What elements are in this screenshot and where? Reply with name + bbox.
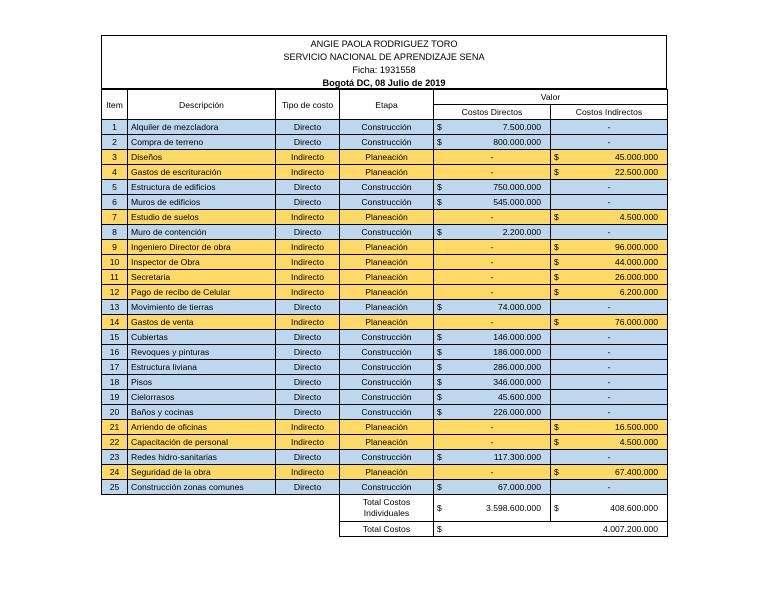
item-description: Redes hidro-sanitarias — [128, 450, 276, 465]
item-number: 11 — [102, 270, 128, 285]
cost-type: Indirecto — [276, 165, 340, 180]
item-description: Arriendo de oficinas — [128, 420, 276, 435]
item-description: Construcción zonas comunes — [128, 480, 276, 495]
currency-symbol: $ — [437, 227, 442, 237]
table-row — [102, 285, 668, 300]
cost-indirecto-cell — [551, 390, 668, 405]
cost-indirecto-value: 44.000.000 — [614, 257, 658, 267]
cost-type: Indirecto — [276, 255, 340, 270]
empty-dash: - — [490, 152, 494, 162]
total-individuales-label: Total Costos Individuales — [340, 495, 434, 522]
empty-dash: - — [607, 197, 611, 207]
cost-directo-cell — [434, 435, 551, 450]
stage: Planeación — [340, 150, 434, 165]
cost-indirecto-value: 45.000.000 — [614, 152, 658, 162]
cost-indirecto-cell — [551, 240, 668, 255]
cost-directo-value: 74.000.000 — [497, 302, 541, 312]
currency-symbol: $ — [437, 392, 442, 402]
table-row — [102, 240, 668, 255]
empty-dash: - — [607, 482, 611, 492]
currency-symbol: $ — [554, 467, 559, 477]
empty-dash: - — [607, 452, 611, 462]
cost-type: Directo — [276, 330, 340, 345]
item-number: 13 — [102, 300, 128, 315]
cost-indirecto-cell — [551, 225, 668, 240]
currency-symbol: $ — [437, 377, 442, 387]
item-description: Gastos de venta — [128, 315, 276, 330]
cost-indirecto-cell — [551, 465, 668, 480]
cost-indirecto-value: 4.500.000 — [619, 437, 658, 447]
cost-directo-cell — [434, 135, 551, 150]
cost-indirecto-value: 22.500.000 — [614, 167, 658, 177]
cost-indirecto-cell — [551, 360, 668, 375]
currency-symbol: $ — [554, 167, 559, 177]
item-number: 24 — [102, 465, 128, 480]
cost-directo-cell — [434, 330, 551, 345]
item-number: 9 — [102, 240, 128, 255]
table-row — [102, 480, 668, 495]
currency-symbol: $ — [554, 257, 559, 267]
cost-type: Indirecto — [276, 150, 340, 165]
item-number: 20 — [102, 405, 128, 420]
cost-directo-value: 146.000.000 — [493, 332, 541, 342]
empty-dash: - — [490, 167, 494, 177]
cost-indirecto-cell — [551, 120, 668, 135]
cost-type: Directo — [276, 180, 340, 195]
empty-dash: - — [607, 347, 611, 357]
cost-indirecto-cell — [551, 165, 668, 180]
empty-dash: - — [490, 467, 494, 477]
item-number: 14 — [102, 315, 128, 330]
cost-indirecto-value: 4.500.000 — [619, 212, 658, 222]
cost-type: Directo — [276, 135, 340, 150]
stage: Construcción — [340, 330, 434, 345]
total-costos-label: Total Costos — [340, 522, 434, 537]
table-row — [102, 180, 668, 195]
cost-type: Indirecto — [276, 315, 340, 330]
cost-directo-value: 800.000.000 — [493, 137, 541, 147]
table-row — [102, 405, 668, 420]
cost-indirecto-cell — [551, 345, 668, 360]
item-number: 1 — [102, 120, 128, 135]
cost-indirecto-cell — [551, 180, 668, 195]
table-row — [102, 420, 668, 435]
stage: Planeación — [340, 255, 434, 270]
cost-directo-value: 186.000.000 — [493, 347, 541, 357]
item-number: 12 — [102, 285, 128, 300]
cost-directo-cell — [434, 195, 551, 210]
stage: Construcción — [340, 180, 434, 195]
cost-indirecto-cell — [551, 195, 668, 210]
stage: Construcción — [340, 405, 434, 420]
cost-directo-cell — [434, 300, 551, 315]
item-description: Cielorrasos — [128, 390, 276, 405]
stage: Planeación — [340, 285, 434, 300]
cost-indirecto-cell — [551, 255, 668, 270]
empty-dash: - — [607, 407, 611, 417]
currency-symbol: $ — [554, 422, 559, 432]
total-indirectos-cell — [551, 495, 668, 522]
table-row — [102, 360, 668, 375]
table-row — [102, 255, 668, 270]
stage: Planeación — [340, 165, 434, 180]
currency-symbol: $ — [437, 452, 442, 462]
item-description: Capacitación de personal — [128, 435, 276, 450]
currency-symbol: $ — [554, 272, 559, 282]
cost-indirecto-cell — [551, 300, 668, 315]
total-indirectos: 408.600.000 — [610, 503, 658, 513]
cost-type: Indirecto — [276, 285, 340, 300]
currency-symbol: $ — [554, 503, 559, 513]
table-row — [102, 450, 668, 465]
col-tipo: Tipo de costo — [276, 90, 340, 120]
cost-directo-cell — [434, 240, 551, 255]
currency-symbol: $ — [554, 287, 559, 297]
cost-indirecto-cell — [551, 450, 668, 465]
item-description: Estudio de suelos — [128, 210, 276, 225]
cost-directo-cell — [434, 210, 551, 225]
item-number: 3 — [102, 150, 128, 165]
item-description: Estructura liviana — [128, 360, 276, 375]
cost-indirecto-cell — [551, 420, 668, 435]
stage: Planeación — [340, 270, 434, 285]
currency-symbol: $ — [437, 503, 442, 513]
cost-type: Directo — [276, 195, 340, 210]
item-number: 8 — [102, 225, 128, 240]
cost-type: Directo — [276, 480, 340, 495]
item-number: 2 — [102, 135, 128, 150]
stage: Planeación — [340, 300, 434, 315]
stage: Planeación — [340, 465, 434, 480]
item-description: Secretaria — [128, 270, 276, 285]
currency-symbol: $ — [437, 182, 442, 192]
col-costos-indirectos: Costos Indirectos — [551, 105, 668, 120]
table-row — [102, 225, 668, 240]
totals-section — [102, 495, 668, 537]
stage: Construcción — [340, 120, 434, 135]
cost-directo-cell — [434, 360, 551, 375]
cost-indirecto-cell — [551, 150, 668, 165]
stage: Construcción — [340, 195, 434, 210]
cost-type: Directo — [276, 225, 340, 240]
empty-dash: - — [607, 137, 611, 147]
cost-directo-cell — [434, 405, 551, 420]
table-row — [102, 210, 668, 225]
table-body — [102, 120, 668, 495]
table-row — [102, 435, 668, 450]
empty-dash: - — [607, 332, 611, 342]
cost-directo-value: 545.000.000 — [493, 197, 541, 207]
table-row — [102, 135, 668, 150]
cost-type: Directo — [276, 405, 340, 420]
empty-dash: - — [490, 422, 494, 432]
item-number: 10 — [102, 255, 128, 270]
total-costos-cell — [434, 522, 668, 537]
cost-indirecto-cell — [551, 270, 668, 285]
item-description: Movimiento de tierras — [128, 300, 276, 315]
item-description: Gastos de escrituración — [128, 165, 276, 180]
table-row — [102, 330, 668, 345]
cost-indirecto-cell — [551, 405, 668, 420]
empty-dash: - — [490, 242, 494, 252]
table-row — [102, 165, 668, 180]
table-row — [102, 195, 668, 210]
sheet-header — [101, 35, 667, 89]
author-name: ANGIE PAOLA RODRIGUEZ TORO — [310, 39, 458, 49]
cost-directo-value: 2.200.000 — [502, 227, 541, 237]
empty-dash: - — [490, 272, 494, 282]
item-number: 7 — [102, 210, 128, 225]
cost-indirecto-value: 76.000.000 — [614, 317, 658, 327]
cost-directo-cell — [434, 420, 551, 435]
empty-dash: - — [607, 302, 611, 312]
table-row — [102, 120, 668, 135]
cost-type: Indirecto — [276, 420, 340, 435]
item-description: Ingeniero Director de obra — [128, 240, 276, 255]
empty-dash: - — [490, 437, 494, 447]
currency-symbol: $ — [437, 407, 442, 417]
item-number: 22 — [102, 435, 128, 450]
stage: Construcción — [340, 480, 434, 495]
col-costos-directos: Costos Directos — [434, 105, 551, 120]
table-row — [102, 300, 668, 315]
currency-symbol: $ — [437, 347, 442, 357]
currency-symbol: $ — [554, 437, 559, 447]
cost-directo-cell — [434, 465, 551, 480]
empty-dash: - — [607, 362, 611, 372]
item-number: 15 — [102, 330, 128, 345]
item-number: 23 — [102, 450, 128, 465]
stage: Planeación — [340, 240, 434, 255]
cost-indirecto-cell — [551, 135, 668, 150]
item-number: 19 — [102, 390, 128, 405]
stage: Construcción — [340, 135, 434, 150]
cost-type: Indirecto — [276, 240, 340, 255]
item-number: 16 — [102, 345, 128, 360]
cost-directo-cell — [434, 150, 551, 165]
cost-indirecto-cell — [551, 375, 668, 390]
cost-directo-cell — [434, 345, 551, 360]
item-description: Seguridad de la obra — [128, 465, 276, 480]
ficha-number: Ficha: 1931558 — [352, 65, 416, 75]
cost-directo-value: 45.600.000 — [497, 392, 541, 402]
cost-directo-cell — [434, 270, 551, 285]
currency-symbol: $ — [437, 362, 442, 372]
cost-directo-cell — [434, 255, 551, 270]
cost-type: Indirecto — [276, 465, 340, 480]
empty-dash: - — [607, 122, 611, 132]
col-etapa: Etapa — [340, 90, 434, 120]
empty-dash: - — [490, 287, 494, 297]
cost-table — [101, 89, 668, 537]
place-date: Bogotá DC, 08 Julio de 2019 — [322, 78, 446, 88]
cost-directo-cell — [434, 315, 551, 330]
item-number: 21 — [102, 420, 128, 435]
cost-indirecto-cell — [551, 315, 668, 330]
item-description: Estructura de edificios — [128, 180, 276, 195]
cost-directo-value: 67.000.000 — [497, 482, 541, 492]
col-descripcion: Descripción — [128, 90, 276, 120]
cost-directo-value: 226.000.000 — [493, 407, 541, 417]
item-number: 17 — [102, 360, 128, 375]
item-number: 25 — [102, 480, 128, 495]
item-description: Muros de edificios — [128, 195, 276, 210]
stage: Construcción — [340, 450, 434, 465]
empty-dash: - — [607, 377, 611, 387]
table-row — [102, 315, 668, 330]
empty-dash: - — [607, 392, 611, 402]
cost-directo-value: 286.000.000 — [493, 362, 541, 372]
col-valor: Valor — [434, 90, 668, 105]
item-description: Cubiertas — [128, 330, 276, 345]
currency-symbol: $ — [437, 302, 442, 312]
stage: Construcción — [340, 345, 434, 360]
currency-symbol: $ — [554, 212, 559, 222]
cost-type: Directo — [276, 450, 340, 465]
stage: Planeación — [340, 420, 434, 435]
table-row — [102, 390, 668, 405]
cost-indirecto-value: 16.500.000 — [614, 422, 658, 432]
currency-symbol: $ — [437, 482, 442, 492]
cost-directo-cell — [434, 390, 551, 405]
cost-indirecto-value: 26.000.000 — [614, 272, 658, 282]
cost-type: Directo — [276, 345, 340, 360]
cost-indirecto-value: 6.200.000 — [619, 287, 658, 297]
currency-symbol: $ — [437, 137, 442, 147]
cost-type: Directo — [276, 375, 340, 390]
table-row — [102, 345, 668, 360]
cost-indirecto-value: 96.000.000 — [614, 242, 658, 252]
empty-dash: - — [607, 227, 611, 237]
table-row — [102, 375, 668, 390]
cost-directo-cell — [434, 375, 551, 390]
cost-directo-cell — [434, 165, 551, 180]
cost-directo-value: 7.500.000 — [502, 122, 541, 132]
table-row — [102, 465, 668, 480]
cost-directo-cell — [434, 480, 551, 495]
stage: Construcción — [340, 375, 434, 390]
total-costos: 4.007.200.000 — [603, 524, 658, 534]
currency-symbol: $ — [437, 197, 442, 207]
cost-directo-value: 346.000.000 — [493, 377, 541, 387]
currency-symbol: $ — [554, 317, 559, 327]
cost-directo-cell — [434, 180, 551, 195]
stage: Construcción — [340, 225, 434, 240]
cost-indirecto-cell — [551, 210, 668, 225]
stage: Construcción — [340, 390, 434, 405]
cost-directo-value: 750.000.000 — [493, 182, 541, 192]
item-description: Pisos — [128, 375, 276, 390]
empty-dash: - — [490, 317, 494, 327]
item-number: 6 — [102, 195, 128, 210]
institution-name: SERVICIO NACIONAL DE APRENDIZAJE SENA — [283, 52, 485, 62]
cost-type: Directo — [276, 300, 340, 315]
item-description: Muro de contención — [128, 225, 276, 240]
item-description: Revoques y pinturas — [128, 345, 276, 360]
cost-type: Directo — [276, 360, 340, 375]
item-description: Alquiler de mezcladora — [128, 120, 276, 135]
item-description: Diseños — [128, 150, 276, 165]
item-description: Pago de recibo de Celular — [128, 285, 276, 300]
cost-indirecto-value: 67.400.000 — [614, 467, 658, 477]
empty-dash: - — [607, 182, 611, 192]
cost-directo-cell — [434, 120, 551, 135]
item-description: Compra de terreno — [128, 135, 276, 150]
item-description: Inspector de Obra — [128, 255, 276, 270]
empty-dash: - — [490, 257, 494, 267]
cost-directo-cell — [434, 450, 551, 465]
item-number: 5 — [102, 180, 128, 195]
stage: Construcción — [340, 360, 434, 375]
total-directos-cell — [434, 495, 551, 522]
stage: Planeación — [340, 435, 434, 450]
total-directos: 3.598.600.000 — [486, 503, 541, 513]
cost-indirecto-cell — [551, 435, 668, 450]
cost-type: Indirecto — [276, 270, 340, 285]
cost-directo-cell — [434, 225, 551, 240]
col-item: Item — [102, 90, 128, 120]
cost-directo-value: 117.300.000 — [493, 452, 541, 462]
cost-indirecto-cell — [551, 330, 668, 345]
cost-indirecto-cell — [551, 480, 668, 495]
empty-dash: - — [490, 212, 494, 222]
currency-symbol: $ — [437, 332, 442, 342]
table-row — [102, 270, 668, 285]
currency-symbol: $ — [554, 242, 559, 252]
cost-directo-cell — [434, 285, 551, 300]
item-number: 4 — [102, 165, 128, 180]
currency-symbol: $ — [437, 524, 442, 534]
cost-sheet — [101, 35, 667, 537]
cost-indirecto-cell — [551, 285, 668, 300]
cost-type: Indirecto — [276, 210, 340, 225]
item-description: Baños y cocinas — [128, 405, 276, 420]
stage: Planeación — [340, 315, 434, 330]
currency-symbol: $ — [554, 152, 559, 162]
cost-type: Directo — [276, 390, 340, 405]
table-row — [102, 150, 668, 165]
cost-type: Directo — [276, 120, 340, 135]
item-number: 18 — [102, 375, 128, 390]
stage: Planeación — [340, 210, 434, 225]
currency-symbol: $ — [437, 122, 442, 132]
cost-type: Indirecto — [276, 435, 340, 450]
